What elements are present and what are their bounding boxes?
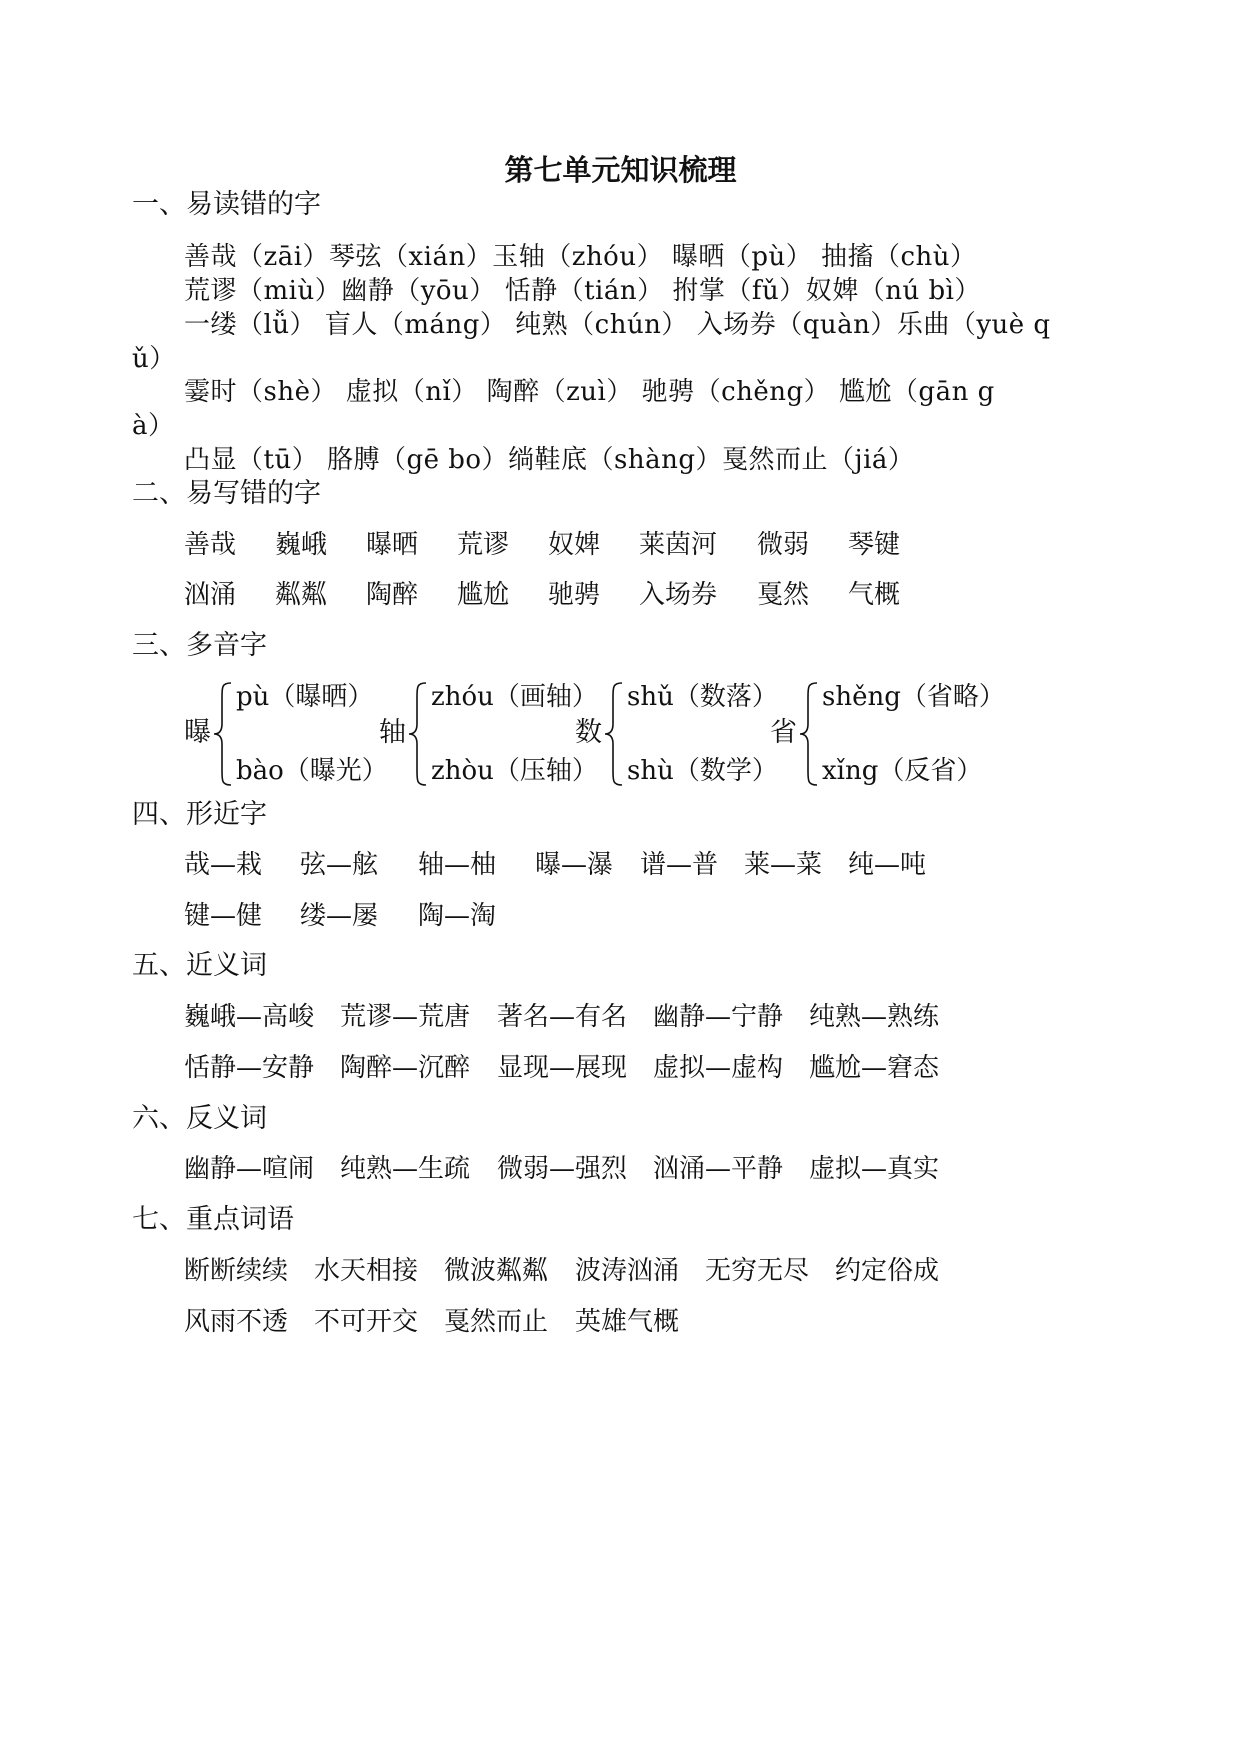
polyphone-reading-top: zhóu（画轴） <box>431 682 598 712</box>
synonym-row-1 <box>0 999 1241 1039</box>
polyphone-char: 数 <box>575 717 602 748</box>
synonym-pair: 尴尬—窘态 <box>809 1053 940 1083</box>
similar-char-pair: 缕—屡 <box>300 901 379 931</box>
polyphone-reading-bottom: shù（数学） <box>627 756 778 786</box>
word-item: 汹涌 <box>184 580 237 610</box>
polyphone-group <box>379 679 598 789</box>
polyphone-group <box>575 679 778 789</box>
polyphone-group <box>770 679 1005 789</box>
word-item: 善哉 <box>184 530 237 560</box>
key-phrase: 戛然而止 <box>444 1307 549 1337</box>
polyphone-char: 曝 <box>184 717 211 748</box>
section-1-line: 凸显（tū） 胳膊（gē bo）绱鞋底（shàng）戛然而止（jiá） <box>184 445 915 475</box>
section-1-line: 荒谬（miù）幽静（yōu） 恬静（tián） 拊掌（fǔ）奴婢（nú bì） <box>184 276 981 306</box>
synonym-pair: 幽静—宁静 <box>653 1002 784 1032</box>
polyphone-char: 省 <box>770 717 797 748</box>
brace-icon <box>798 681 820 787</box>
section-heading-1: 一、易读错的字 <box>132 189 321 220</box>
key-phrase: 英雄气概 <box>575 1307 680 1337</box>
similar-char-pair: 莱—菜 <box>744 850 823 880</box>
word-item: 气概 <box>848 580 901 610</box>
page-title: 第七单元知识梳理 <box>504 153 737 187</box>
antonym-row-1 <box>0 1151 1241 1191</box>
synonym-pair: 巍峨—高峻 <box>184 1002 315 1032</box>
word-item: 陶醉 <box>366 580 419 610</box>
polyphone-reading-top: shǔ（数落） <box>627 682 778 712</box>
similar-char-pair: 谱—普 <box>640 850 719 880</box>
word-row-2 <box>0 577 1241 617</box>
section-heading-7: 七、重点词语 <box>132 1204 294 1235</box>
key-phrase: 微波粼粼 <box>444 1256 549 1286</box>
section-heading-5: 五、近义词 <box>132 950 267 981</box>
key-phrase: 无穷无尽 <box>705 1256 810 1286</box>
word-item: 尴尬 <box>457 580 510 610</box>
antonym-pair: 幽静—喧闹 <box>184 1154 315 1184</box>
word-item: 莱茵河 <box>639 530 718 560</box>
polyphone-reading-bottom: bào（曝光） <box>236 756 388 786</box>
key-phrase-row-2 <box>0 1304 1241 1344</box>
synonym-pair: 恬静—安静 <box>184 1053 315 1083</box>
word-item: 入场券 <box>639 580 718 610</box>
antonym-pair: 汹涌—平静 <box>653 1154 784 1184</box>
word-item: 微弱 <box>757 530 810 560</box>
polyphone-group <box>184 679 388 789</box>
section-1-line: 霎时（shè） 虚拟（nǐ） 陶醉（zuì） 驰骋（chěng） 尴尬（gān g <box>184 377 995 407</box>
section-heading-3: 三、多音字 <box>132 630 267 661</box>
section-heading-2: 二、易写错的字 <box>132 478 321 509</box>
brace-icon <box>603 681 625 787</box>
polyphone-reading-top: pù（曝晒） <box>236 682 374 712</box>
key-phrase: 风雨不透 <box>184 1307 289 1337</box>
word-item: 曝晒 <box>366 530 419 560</box>
word-item: 粼粼 <box>275 580 328 610</box>
similar-char-pair: 轴—柚 <box>418 850 497 880</box>
polyphone-reading-bottom: xǐng（反省） <box>822 756 983 786</box>
similar-char-pair: 纯—吨 <box>848 850 927 880</box>
key-phrase: 不可开交 <box>314 1307 419 1337</box>
key-phrase: 约定俗成 <box>835 1256 940 1286</box>
synonym-pair: 显现—展现 <box>497 1053 628 1083</box>
key-phrase: 水天相接 <box>314 1256 419 1286</box>
section-1-line: à） <box>132 411 175 441</box>
antonym-pair: 微弱—强烈 <box>497 1154 628 1184</box>
similar-char-pair: 曝—瀑 <box>535 850 614 880</box>
section-1-line: 一缕（lǚ） 盲人（máng） 纯熟（chún） 入场券（quàn）乐曲（yuè q <box>184 310 1051 340</box>
key-phrase: 断断续续 <box>184 1256 289 1286</box>
similar-char-row-1 <box>0 847 1241 887</box>
polyphone-reading-bottom: zhòu（压轴） <box>431 756 598 786</box>
word-item: 奴婢 <box>548 530 601 560</box>
synonym-pair: 虚拟—虚构 <box>653 1053 784 1083</box>
brace-icon <box>407 681 429 787</box>
synonym-pair: 荒谬—荒唐 <box>340 1002 471 1032</box>
antonym-pair: 虚拟—真实 <box>809 1154 940 1184</box>
synonym-row-2 <box>0 1050 1241 1090</box>
polyphone-char: 轴 <box>379 717 406 748</box>
brace-icon <box>212 681 234 787</box>
polyphone-reading-top: shěng（省略） <box>822 682 1005 712</box>
word-item: 驰骋 <box>548 580 601 610</box>
synonym-pair: 陶醉—沉醉 <box>340 1053 471 1083</box>
word-row-1 <box>0 527 1241 567</box>
similar-char-row-2 <box>0 898 1241 938</box>
synonym-pair: 著名—有名 <box>497 1002 628 1032</box>
similar-char-pair: 键—健 <box>184 901 263 931</box>
section-1-line: 善哉（zāi）琴弦（xián）玉轴（zhóu） 曝晒（pù） 抽搐（chù） <box>184 242 977 272</box>
word-item: 琴键 <box>848 530 901 560</box>
similar-char-pair: 哉—栽 <box>184 850 263 880</box>
key-phrase-row-1 <box>0 1253 1241 1293</box>
antonym-pair: 纯熟—生疏 <box>340 1154 471 1184</box>
word-item: 荒谬 <box>457 530 510 560</box>
section-heading-6: 六、反义词 <box>132 1103 267 1134</box>
word-item: 巍峨 <box>275 530 328 560</box>
section-heading-4: 四、形近字 <box>132 799 267 830</box>
key-phrase: 波涛汹涌 <box>575 1256 680 1286</box>
synonym-pair: 纯熟—熟练 <box>809 1002 940 1032</box>
similar-char-pair: 陶—淘 <box>418 901 497 931</box>
section-1-line: ǔ） <box>132 344 176 374</box>
word-item: 戛然 <box>757 580 810 610</box>
similar-char-pair: 弦—舷 <box>300 850 379 880</box>
